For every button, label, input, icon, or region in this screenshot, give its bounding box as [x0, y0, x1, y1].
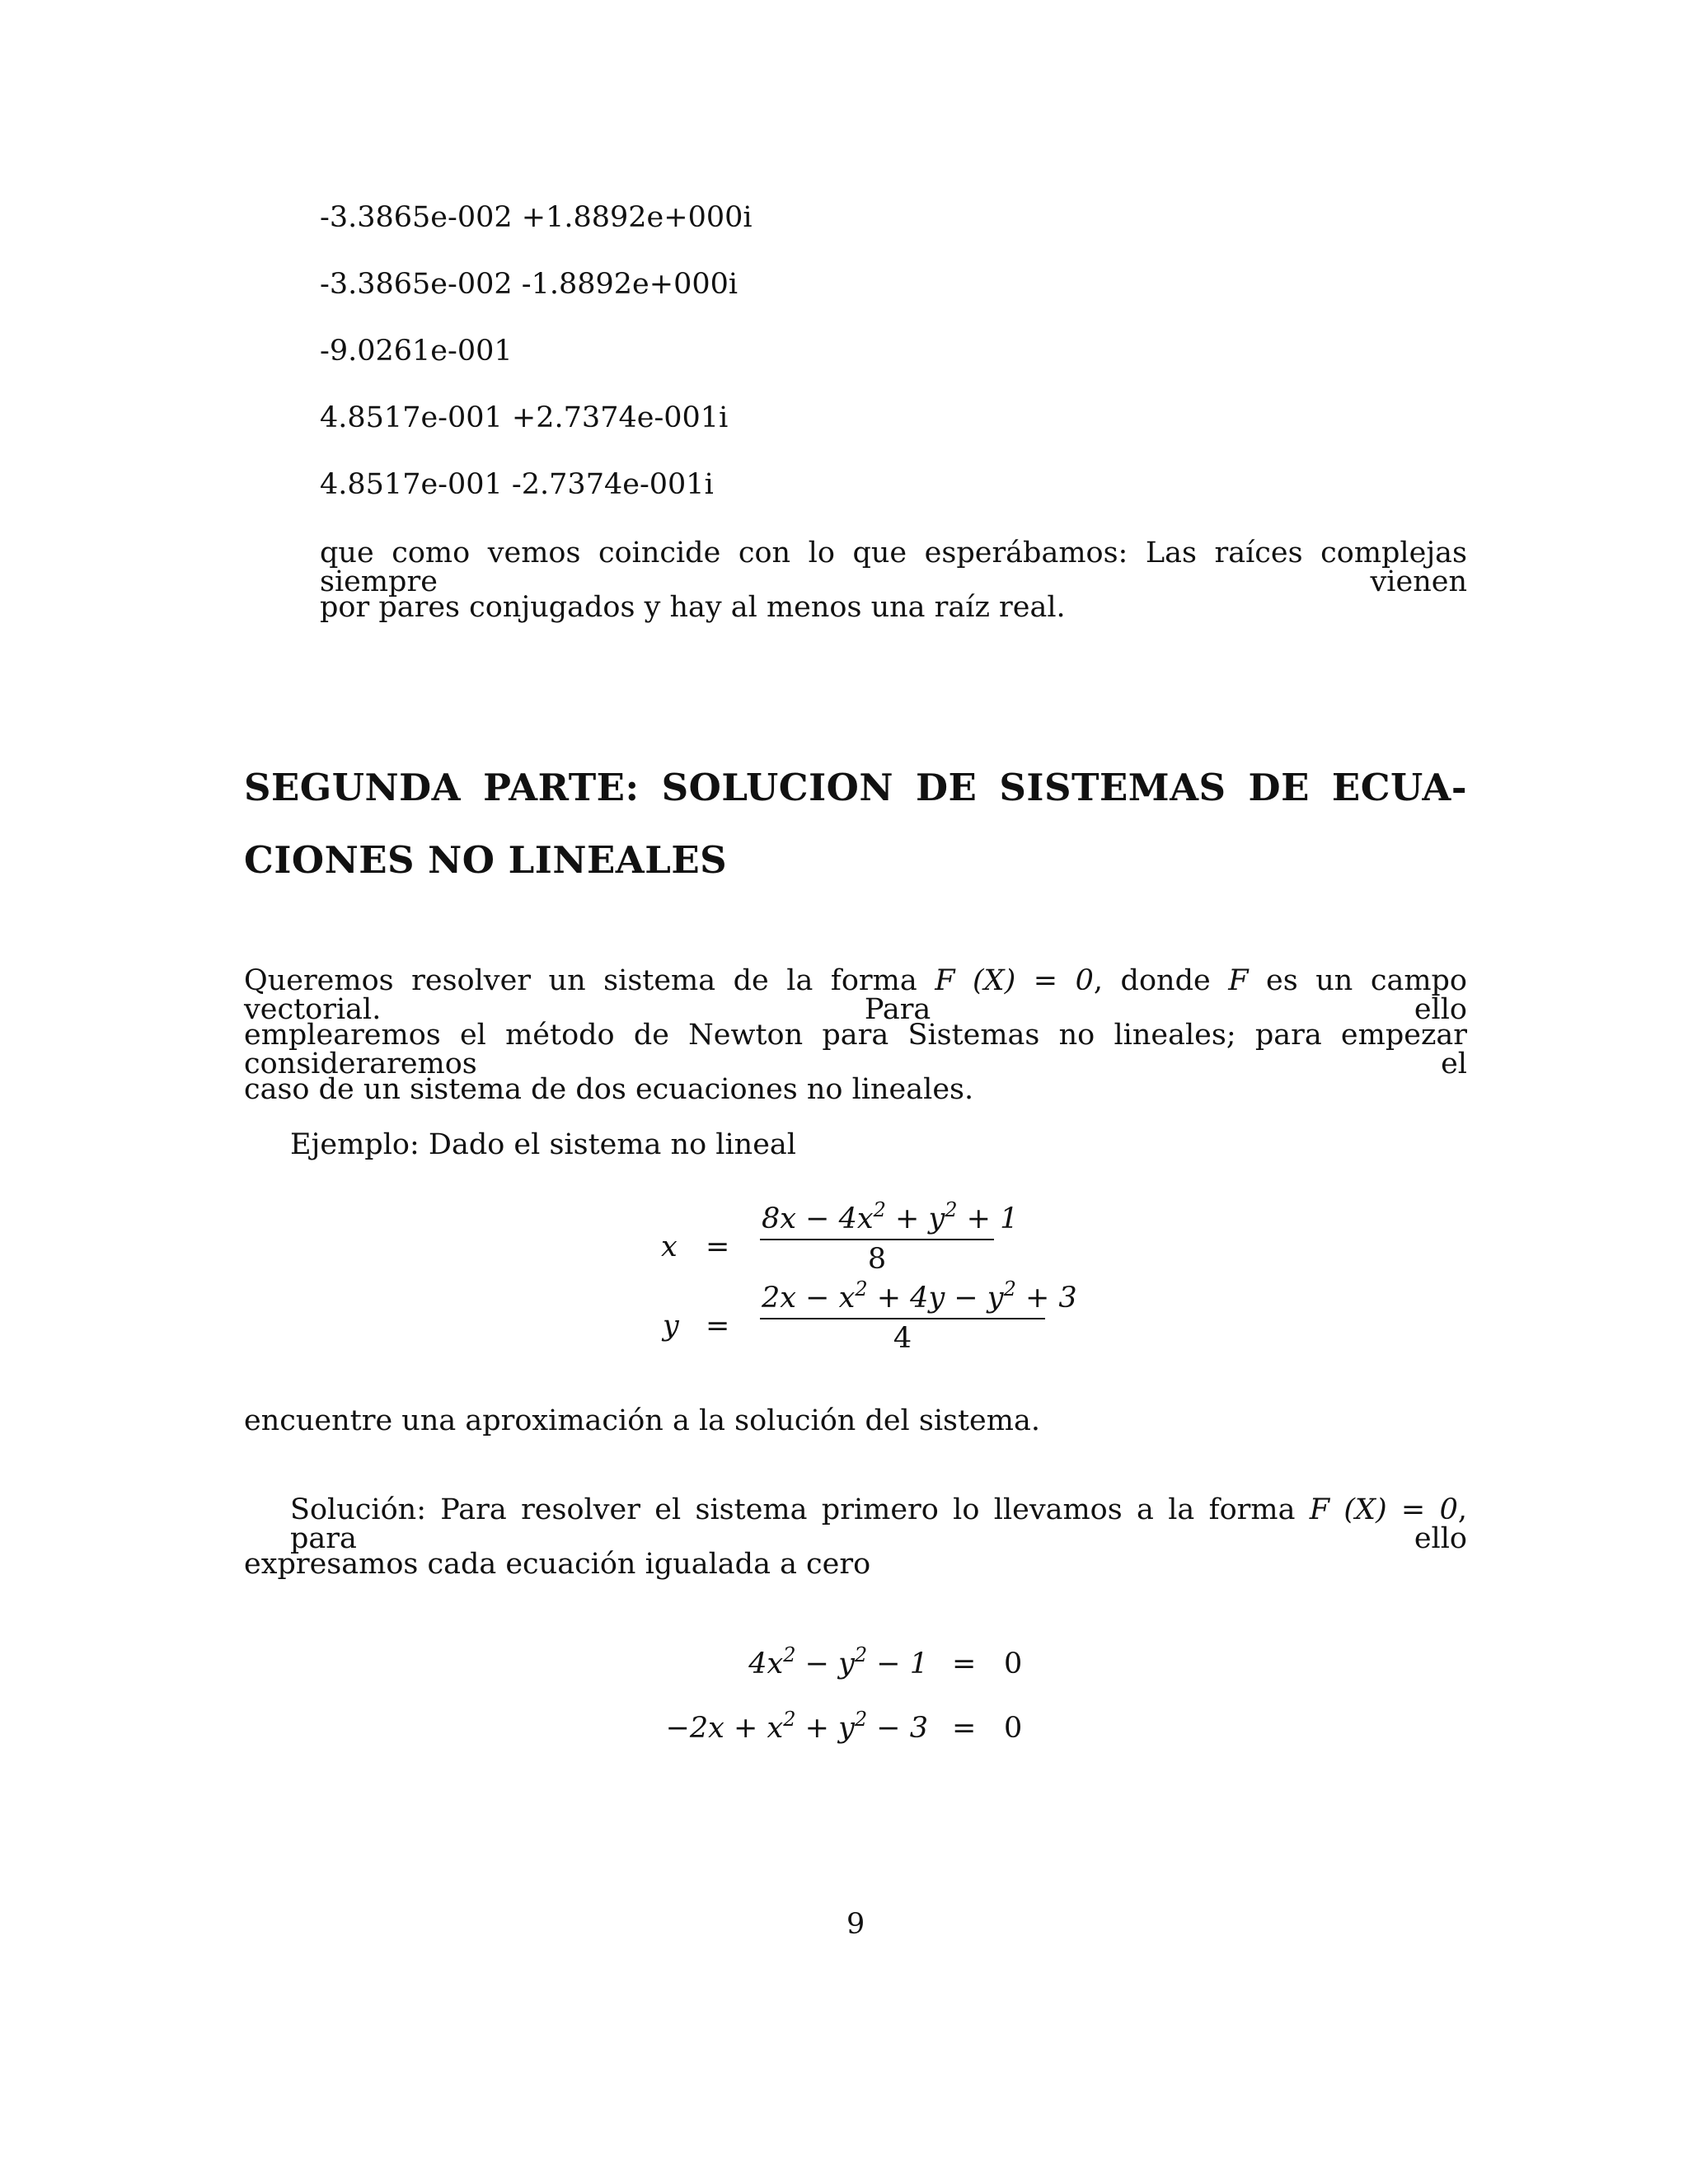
root-value: -3.3865e-002 -1.8892e+000i [320, 268, 738, 301]
fraction-denominator: 4 [893, 1322, 912, 1355]
solution-text: , para ello [290, 1493, 1467, 1555]
equation-rhs: 0 [1004, 1712, 1023, 1745]
equation-lhs: y [663, 1310, 679, 1343]
equals-sign: = [706, 1230, 730, 1263]
instruction-text: encuentre una aproximación a la solución del sistema. [244, 1404, 1040, 1437]
page-number: 9 [846, 1908, 865, 1941]
equation-lhs: x [661, 1230, 678, 1263]
solution-line: expresamos cada ecuación igualada a cero [244, 1548, 871, 1581]
intro-text: Queremos resolver un sistema de la forma [244, 964, 935, 997]
math-f: F [1228, 964, 1249, 997]
example-label: Ejemplo: Dado el sistema no lineal [290, 1128, 796, 1161]
equation-lhs: $-2x + x^2 + y^2 - 3$ [665, 1708, 928, 1745]
section-heading-continued: CIONES NO LINEALES [244, 838, 728, 882]
root-value: -9.0261e-001 [320, 335, 513, 368]
solution-text: Solución: Para resolver el sistema primero lo llevamos a la forma [290, 1493, 1310, 1526]
equation-lhs: $4x^2 - y^2 - 1$ [748, 1643, 928, 1680]
math-fx: F (X) = 0 [1309, 1493, 1458, 1526]
root-value: -3.3865e-002 +1.8892e+000i [320, 201, 753, 234]
fraction-numerator: $2x - x^2 + 4y - y^2 + 3$ [762, 1277, 1077, 1315]
intro-line [244, 964, 1468, 1026]
equals-sign: = [706, 1310, 730, 1343]
fraction-x [760, 1198, 1019, 1276]
equation-rhs: 0 [1004, 1647, 1023, 1680]
fraction-y [760, 1277, 1077, 1355]
equals-sign: = [952, 1647, 977, 1680]
fraction-denominator: 8 [867, 1243, 887, 1276]
section-heading: SEGUNDA PARTE: SOLUCION DE SISTEMAS DE ECUA- [244, 766, 1467, 809]
fraction-numerator: $8x - 4x^2 + y^2 + 1$ [762, 1198, 1019, 1235]
intro-text: es un campo vectorial. Para ello [244, 964, 1468, 1026]
roots-comment-line: que como vemos coincide con lo que esperábamos: Las raíces complejas siempre vienen [320, 537, 1467, 598]
solution-line [290, 1493, 1467, 1555]
equals-sign: = [952, 1712, 977, 1745]
root-value: 4.8517e-001 +2.7374e-001i [320, 401, 729, 434]
intro-line: caso de un sistema de dos ecuaciones no lineales. [244, 1073, 974, 1106]
math-fx: F (X) = 0 [935, 964, 1094, 997]
intro-text: , donde [1093, 964, 1229, 997]
roots-comment-line: por pares conjugados y hay al menos una raíz real. [320, 591, 1066, 624]
root-value: 4.8517e-001 -2.7374e-001i [320, 468, 714, 501]
intro-line: emplearemos el método de Newton para Sistemas no lineales; para empezar consideraremos el [244, 1019, 1467, 1080]
